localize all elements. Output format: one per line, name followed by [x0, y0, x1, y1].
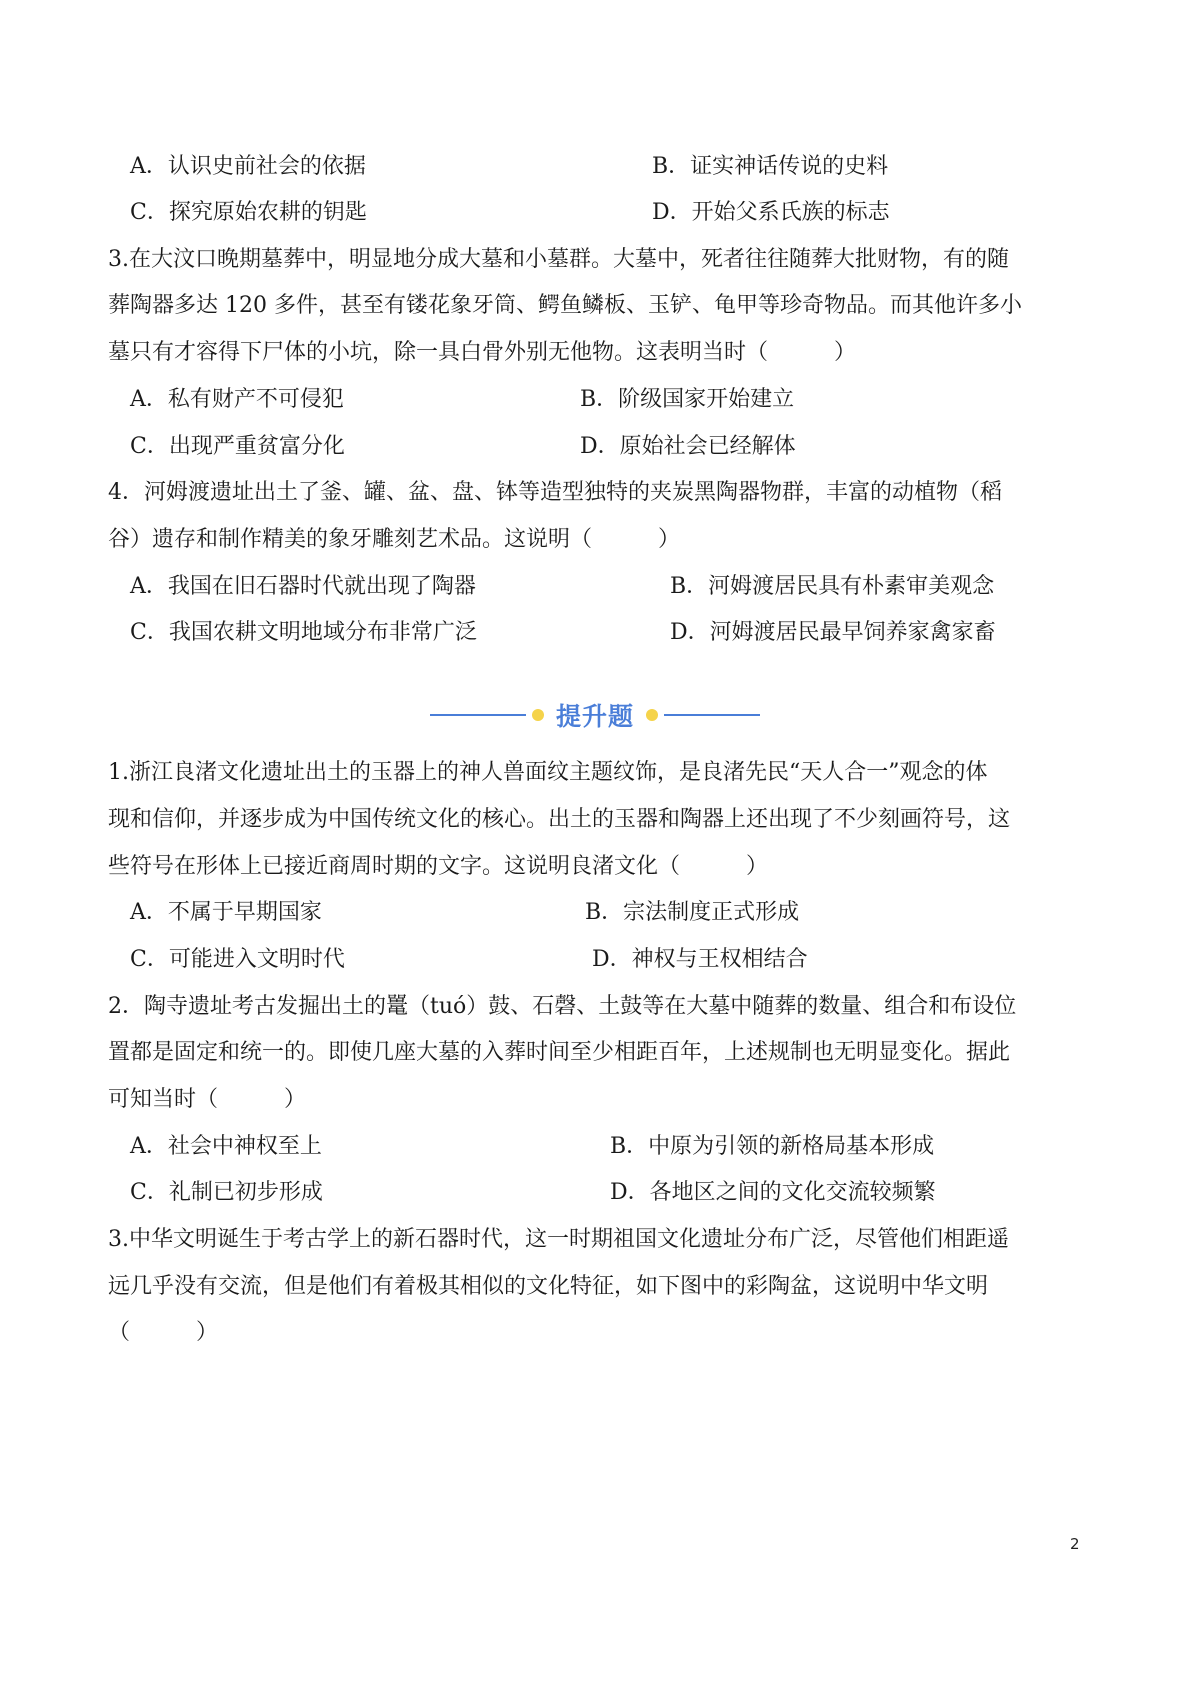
option-d: D．开始父系氏族的标志 [652, 200, 890, 225]
question-4-option-a: A．我国在旧石器时代就出现了陶器 [130, 574, 476, 599]
question-3-line-2: 葬陶器多达 120 多件，甚至有镂花象牙筒、鳄鱼鳞板、玉铲、龟甲等珍奇物品。而其他许多小 [108, 293, 1022, 318]
question-4-option-d: D．河姆渡居民最早饲养家禽家畜 [670, 620, 996, 645]
question-3-option-d: D．原始社会已经解体 [580, 434, 796, 459]
advanced-question-2-option-d: D．各地区之间的文化交流较频繁 [610, 1180, 936, 1205]
advanced-question-3-line-2: 远几乎没有交流，但是他们有着极其相似的文化特征，如下图中的彩陶盆，这说明中华文明 [108, 1274, 989, 1299]
option-c: C．探究原始农耕的钥匙 [130, 200, 367, 225]
advanced-question-3-line-1: 3.中华文明诞生于考古学上的新石器时代，这一时期祖国文化遗址分布广泛，尽管他们相距遥 [108, 1227, 1009, 1252]
section-dot-left-icon [532, 709, 544, 721]
section-dot-right-icon [646, 709, 658, 721]
section-rule-right [664, 714, 760, 716]
question-3-line-3: 墓只有才容得下尸体的小坑，除一具白骨外别无他物。这表明当时（ ） [108, 340, 857, 365]
question-4-line-1: 4．河姆渡遗址出土了釜、罐、盆、盘、钵等造型独特的夹炭黑陶器物群，丰富的动植物（稻 [108, 480, 1003, 505]
advanced-question-3-line-3: （ ） [108, 1320, 219, 1345]
advanced-question-1-option-b: B．宗法制度正式形成 [585, 900, 800, 925]
question-3-line-1: 3.在大汶口晚期墓葬中，明显地分成大墓和小墓群。大墓中，死者往往随葬大批财物，有的随 [108, 247, 1009, 272]
advanced-question-2-line-1: 2．陶寺遗址考古发掘出土的鼍（tuó）鼓、石磬、土鼓等在大墓中随葬的数量、组合和布设位 [108, 994, 1017, 1019]
advanced-question-1-line-2: 现和信仰，并逐步成为中国传统文化的核心。出土的玉器和陶器上还出现了不少刻画符号，这 [108, 807, 1011, 832]
option-b: B．证实神话传说的史料 [652, 154, 889, 179]
advanced-question-2-option-a: A．社会中神权至上 [130, 1134, 322, 1159]
option-a: A．认识史前社会的依据 [130, 154, 366, 179]
advanced-question-1-option-d: D．神权与王权相结合 [592, 947, 808, 972]
question-4-line-2: 谷）遗存和制作精美的象牙雕刻艺术品。这说明（ ） [108, 527, 681, 552]
advanced-question-1-line-1: 1.浙江良渚文化遗址出土的玉器上的神人兽面纹主题纹饰，是良渚先民“天人合一”观念的体 [108, 760, 988, 785]
question-3-option-c: C．出现严重贫富分化 [130, 434, 345, 459]
question-3-option-b: B．阶级国家开始建立 [580, 387, 795, 412]
question-4-option-b: B．河姆渡居民具有朴素审美观念 [670, 574, 995, 599]
advanced-question-1-option-c: C．可能进入文明时代 [130, 947, 345, 972]
advanced-question-1-line-3: 些符号在形体上已接近商周时期的文字。这说明良渚文化（ ） [108, 854, 769, 879]
advanced-question-2-line-2: 置都是固定和统一的。即使几座大墓的入葬时间至少相距百年，上述规制也无明显变化。据此 [108, 1040, 1011, 1065]
section-rule-left [430, 714, 526, 716]
page-number: 2 [1070, 1535, 1080, 1553]
advanced-question-1-option-a: A．不属于早期国家 [130, 900, 322, 925]
section-header [0, 697, 1190, 733]
question-3-option-a: A．私有财产不可侵犯 [130, 387, 344, 412]
advanced-question-2-line-3: 可知当时（ ） [108, 1087, 307, 1112]
advanced-question-2-option-b: B．中原为引领的新格局基本形成 [610, 1134, 935, 1159]
advanced-question-2-option-c: C．礼制已初步形成 [130, 1180, 323, 1205]
question-4-option-c: C．我国农耕文明地域分布非常广泛 [130, 620, 477, 645]
section-title: 提升题 [555, 702, 634, 731]
